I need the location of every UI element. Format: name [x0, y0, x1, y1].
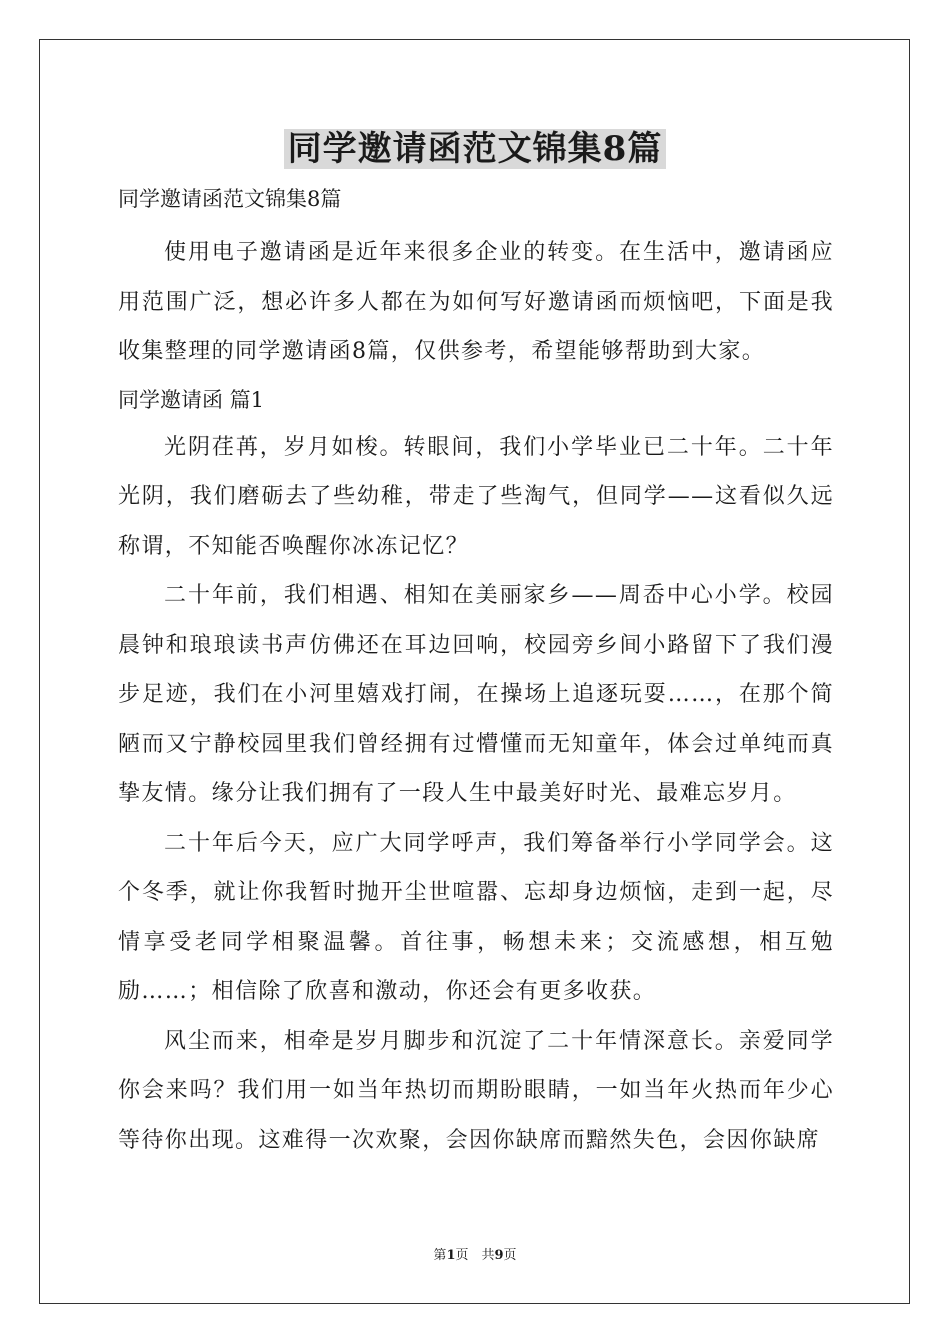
page-total: 9 — [494, 1248, 504, 1263]
document-subtitle: 同学邀请函范文锦集8篇 — [118, 187, 342, 211]
document-title-text: 同学邀请函范文锦集8篇 — [284, 129, 667, 169]
page-label-mid: 页 共 — [455, 1248, 495, 1263]
body-paragraph: 二十年后今天，应广大同学呼声，我们筹备举行小学同学会。这个冬季，就让你我暂时抛开尘世喧嚣、忘却身边烦恼，走到一起，尽情享受老同学相聚温馨。首往事，畅想未来；交流感想，相互勉励……；相信除了欣喜和激动，你还会有更多收获。 — [118, 830, 834, 1004]
body-paragraph: 光阴荏苒，岁月如梭。转眼间，我们小学毕业已二十年。二十年光阴，我们磨砺去了些幼稚，带走了些淘气，但同学——这看似久远称谓，不知能否唤醒你冰冻记忆？ — [118, 434, 834, 559]
body-paragraph: 二十年前，我们相遇、相知在美丽家乡——周岙中心小学。校园晨钟和琅琅读书声仿佛还在耳边回响，校园旁乡间小路留下了我们漫步足迹，我们在小河里嬉戏打闹，在操场上追逐玩耍……，在那个简陋而又宁静校园里我们曾经拥有过懵懂而无知童年，体会过单纯而真挚友情。缘分让我们拥有了一段人生中最美好时光、最难忘岁月。 — [118, 583, 834, 806]
page-current: 1 — [446, 1248, 456, 1263]
section-heading: 同学邀请函 篇1 — [118, 387, 265, 412]
page-label-prefix: 第 — [433, 1248, 447, 1263]
document-title — [0, 124, 950, 174]
page-label-suffix: 页 — [503, 1248, 517, 1263]
page-footer — [0, 1247, 950, 1265]
document-body — [118, 179, 834, 1165]
body-paragraph: 风尘而来，相牵是岁月脚步和沉淀了二十年情深意长。亲爱同学你会来吗？我们用一如当年热切而期盼眼睛，一如当年火热而年少心等待你出现。这难得一次欢聚，会因你缺席而黯然失色，会因你缺席 — [118, 1028, 834, 1153]
intro-paragraph: 使用电子邀请函是近年来很多企业的转变。在生活中，邀请函应用范围广泛，想必许多人都在为如何写好邀请函而烦恼吧，下面是我收集整理的同学邀请函8篇，仅供参考，希望能够帮助到大家。 — [118, 240, 834, 364]
